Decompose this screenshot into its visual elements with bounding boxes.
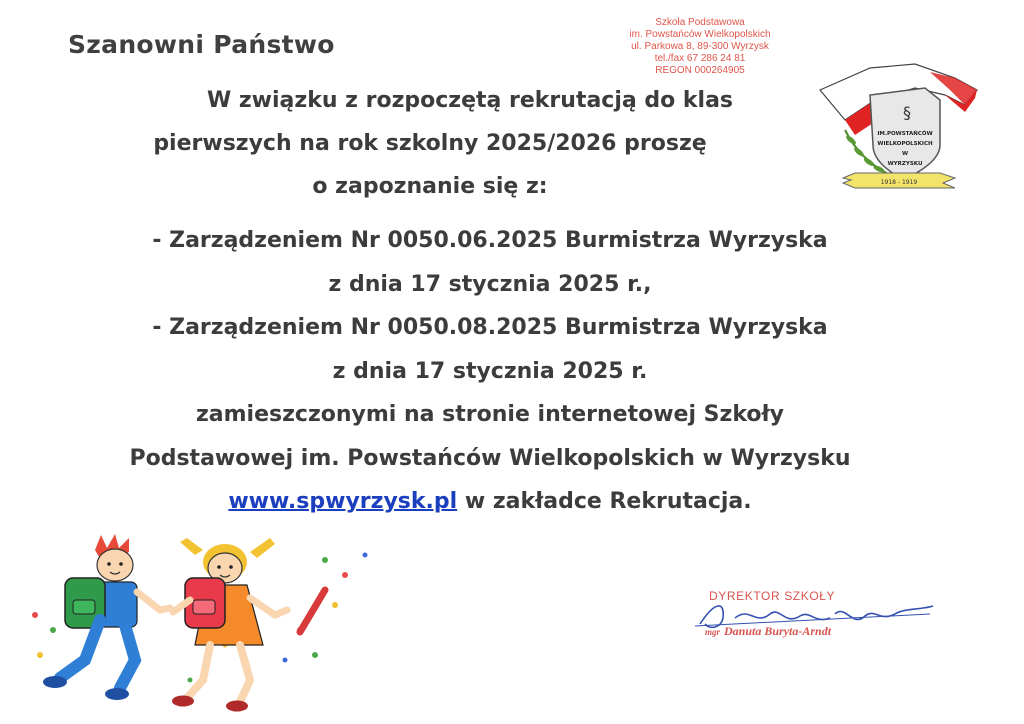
stamp-line: Szkoła Podstawowa [655,17,745,28]
letter-line-link [0,489,980,514]
letter-line: o zapoznanie się z: [312,174,548,199]
letter-line: W związku z rozpoczętą rekrutacją do klas [206,88,734,113]
stamp-line: tel./fax 67 286 24 81 [654,53,746,64]
signature-title: DYREKTOR SZKOŁY [709,589,836,603]
signature-name [705,624,831,639]
letter-line: pierwszych na rok szkolny 2025/2026 proszę [153,131,707,156]
letter-line: zamieszczonymi na stronie internetowej Szkoły [195,402,784,427]
logo-ribbon-text: 1918 - 1919 [880,179,918,186]
website-link[interactable]: www.spwyrzysk.pl [228,489,458,514]
logo-text: WYRZYSKU [887,161,923,167]
school-stamp [600,17,800,77]
letter-line-rest: w zakładce Rekrutacja. [457,489,752,514]
signature-prefix: mgr [705,627,721,637]
letter-line: z dnia 17 stycznia 2025 r., [328,272,652,297]
logo-text: WIELKOPOLSKICH [877,141,933,147]
logo-emblem: § [903,103,911,122]
stamp-line: ul. Parkowa 8, 89-300 Wyrzysk [631,41,769,52]
letter-line: Podstawowej im. Powstańców Wielkopolskich w Wyrzysku [129,446,851,471]
logo-text: IM.POWSTAŃCÓW [877,131,933,137]
stamp-line: REGON 000264905 [655,65,745,76]
letter-line: z dnia 17 stycznia 2025 r. [332,359,648,384]
logo-text: W [901,151,909,157]
children-illustration [25,520,395,720]
letter-line: - Zarządzeniem Nr 0050.06.2025 Burmistrza Wyrzyska [152,228,828,253]
signature-full-name: Danuta Buryta-Arndt [724,624,832,638]
stamp-line: im. Powstańców Wielkopolskich [629,29,771,40]
girl-figure [172,538,325,712]
boy-figure [43,534,170,700]
greeting: Szanowni Państwo [68,30,335,59]
letter-line: - Zarządzeniem Nr 0050.08.2025 Burmistrza Wyrzyska [152,315,828,340]
